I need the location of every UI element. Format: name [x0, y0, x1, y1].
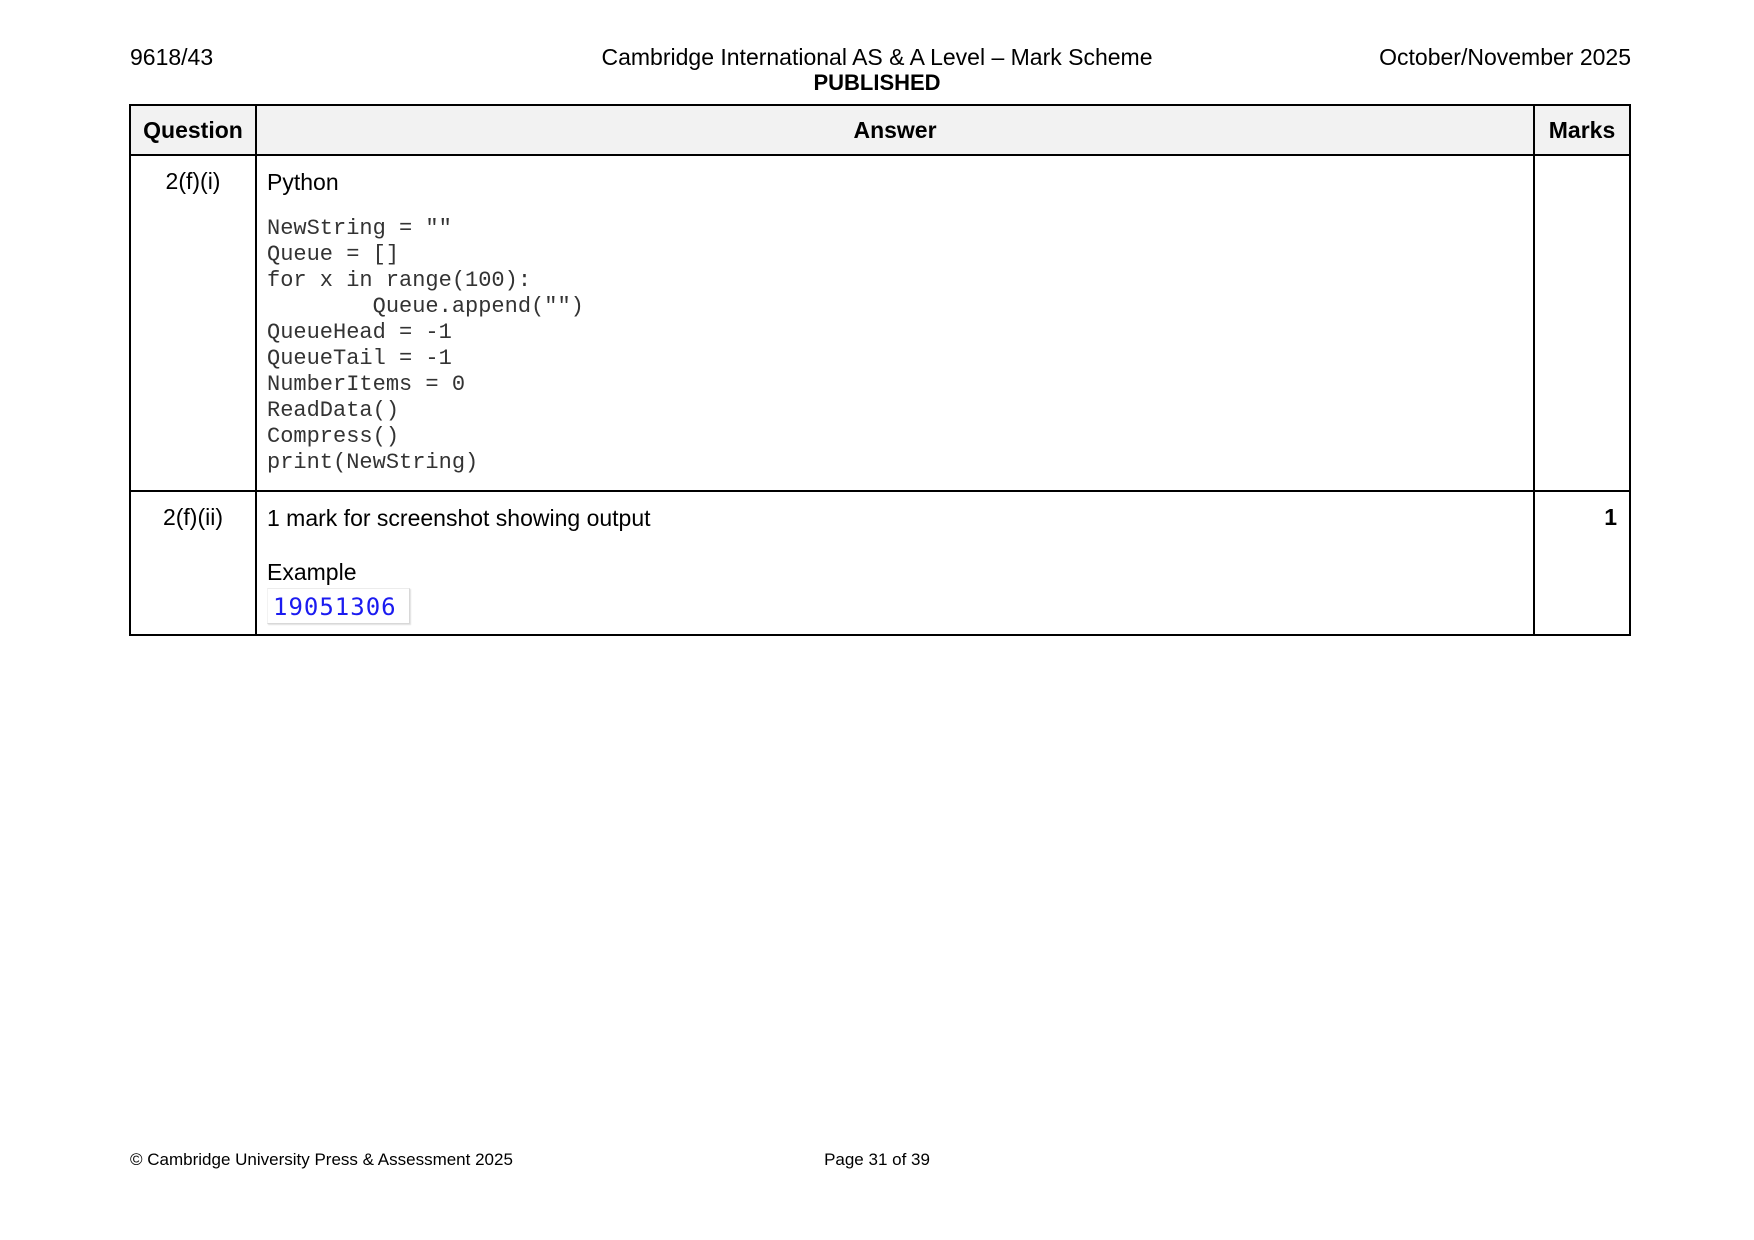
- marks-value: [1534, 155, 1630, 491]
- python-code-block: NewString = "" Queue = [] for x in range(100): Queue.append("") QueueHead = -1 QueueTail = -1 NumberItems = 0 ReadData() Compress() print(NewString): [267, 216, 584, 475]
- page-number: Page 31 of 39: [824, 1150, 930, 1169]
- table-header-row: [130, 105, 1630, 155]
- mark-scheme-table: [129, 104, 1631, 636]
- question-number: 2(f)(i): [130, 155, 256, 491]
- table-row: [130, 491, 1630, 635]
- marks-value: 1: [1534, 491, 1630, 635]
- answer-cell: [256, 155, 1534, 491]
- question-column-header: Question: [130, 105, 256, 155]
- answer-cell: [256, 491, 1534, 635]
- language-label: Python: [267, 169, 339, 195]
- mark-criterion-text: 1 mark for screenshot showing output: [267, 505, 651, 531]
- published-label: PUBLISHED: [813, 70, 941, 95]
- document-title: Cambridge International AS & A Level – Mark Scheme: [601, 44, 1153, 70]
- answer-column-header: Answer: [256, 105, 1534, 155]
- question-number: 2(f)(ii): [130, 491, 256, 635]
- marks-column-header: Marks: [1534, 105, 1630, 155]
- table-row: [130, 155, 1630, 491]
- output-screenshot: 19051306: [267, 588, 410, 624]
- paper-code: 9618/43: [130, 44, 214, 70]
- exam-session: October/November 2025: [1379, 44, 1631, 70]
- copyright-notice: © Cambridge University Press & Assessment 2025: [130, 1150, 513, 1169]
- example-label: Example: [267, 559, 357, 585]
